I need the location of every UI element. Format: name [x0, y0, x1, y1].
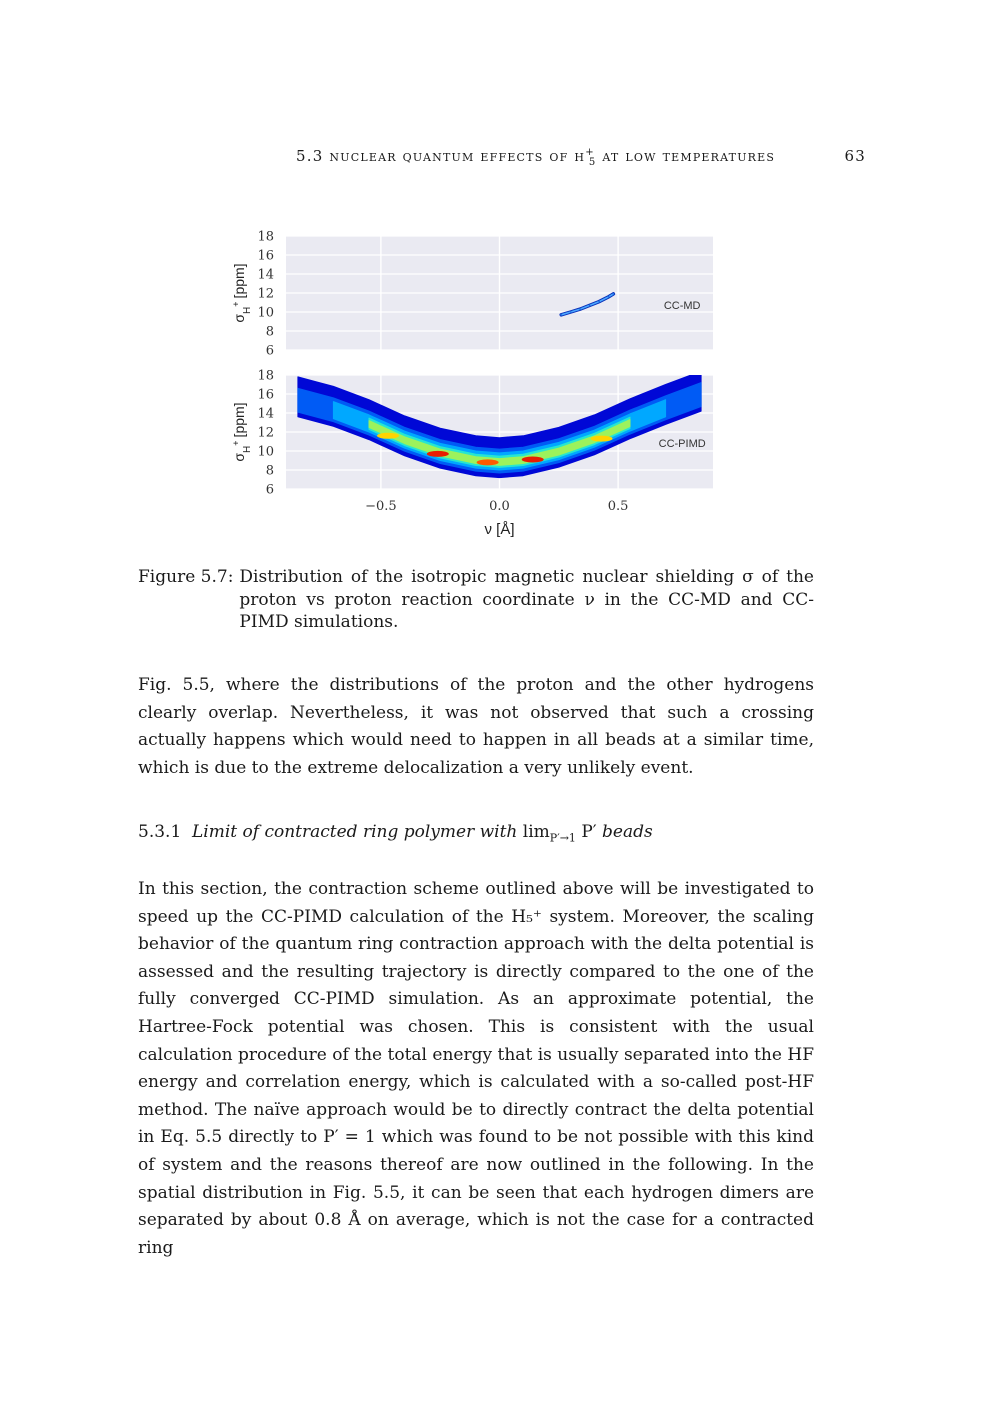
cc-pimd-panel	[231, 369, 713, 539]
y-axis-label: $\sigma_H^+[ppm]$	[231, 263, 253, 323]
density-hotspot	[591, 436, 613, 442]
x-tick-label: 0.5	[607, 499, 629, 514]
shielding-distribution-figure	[222, 222, 732, 552]
data-point	[589, 304, 591, 306]
density-hotspot	[427, 451, 449, 457]
running-title: 5.3 nuclear quantum effects of $h^+_5$ at low temperatures	[296, 147, 776, 168]
y-tick-label: 8	[265, 463, 274, 479]
x-tick-label: 0.0	[489, 499, 510, 514]
data-point	[612, 293, 614, 295]
subsection-heading	[138, 820, 814, 850]
y-tick-label: 16	[257, 387, 274, 403]
paragraph-continuation: Fig. 5.5, where the distributions of the proton and the other hydrogens clearly overlap. Nevertheless, it was not observed that such a crossing actually happens which would need to happen in all beads at a similar time, which is due to the extreme delocalization a very unlikely event.	[138, 675, 814, 778]
y-tick-label: 10	[257, 444, 274, 460]
data-point	[560, 314, 562, 316]
y-tick-label: 18	[257, 368, 274, 384]
y-tick-label: 16	[257, 248, 274, 264]
y-tick-label: 14	[257, 406, 274, 422]
y-axis-label: $\sigma_H^+[ppm]$	[231, 402, 253, 462]
y-tick-label: 18	[257, 229, 274, 245]
density-hotspot	[522, 457, 544, 463]
caption-text: Distribution of the isotropic magnetic nuclear shielding σ of the proton vs proton reaction coordinate ν in the CC-MD and CC-PIMD simulations.	[239, 567, 814, 632]
y-tick-label: 12	[257, 425, 274, 441]
data-point	[608, 296, 610, 298]
page-number: 63	[844, 147, 866, 165]
y-tick-label: 6	[265, 343, 274, 359]
x-axis-label: ν [Å]	[484, 521, 515, 538]
panel-annotation: CC-MD	[663, 300, 701, 313]
density-hotspot	[477, 459, 499, 465]
stray-point	[312, 388, 315, 389]
y-tick-label: 8	[265, 324, 274, 340]
y-tick-label: 12	[257, 286, 274, 302]
y-tick-label: 10	[257, 305, 274, 321]
y-tick-label: 14	[257, 267, 274, 283]
data-point	[579, 308, 581, 310]
subsection-title: Limit of contracted ring polymer with $\lim_{P'\to 1} P'$ beads	[192, 822, 653, 845]
data-point	[598, 301, 600, 303]
paragraph-contraction: In this section, the contraction scheme outlined above will be investigated to speed up the CC-PIMD calculation of the H₅⁺ system. Moreover, the scaling behavior of the quantum ring contraction approach with the delta potential is assessed and the resulting trajectory is directly compared to the one of the fully converged CC-PIMD simulation. As an approximate potential, the Hartree-Fock potential was chosen. This is consistent with the usual calculation procedure of the total energy that is usually separated into the HF energy and correlation energy, which is calculated with a so-called post-HF method. The naïve approach would be to directly contract the delta potential in Eq. 5.5 directly to P′ = 1 which was found to be not possible with this kind of system and the reasons thereof are now outlined in the following. In the spatial distribution in Fig. 5.5, it can be seen that each hydrogen dimers are separated by about 0.8 Å on average, which is not the case for a contracted ring	[138, 879, 814, 1258]
figure-caption	[138, 566, 814, 634]
running-header	[296, 147, 866, 168]
y-tick-label: 6	[265, 482, 274, 498]
cc-md-panel	[231, 230, 713, 359]
x-tick-label: −0.5	[365, 499, 397, 514]
caption-label: Figure 5.7:	[138, 567, 234, 587]
subsection-number: 5.3.1	[138, 822, 182, 842]
density-hotspot	[377, 433, 399, 439]
data-point	[570, 311, 572, 313]
panel-annotation: CC-PIMD	[658, 438, 706, 451]
